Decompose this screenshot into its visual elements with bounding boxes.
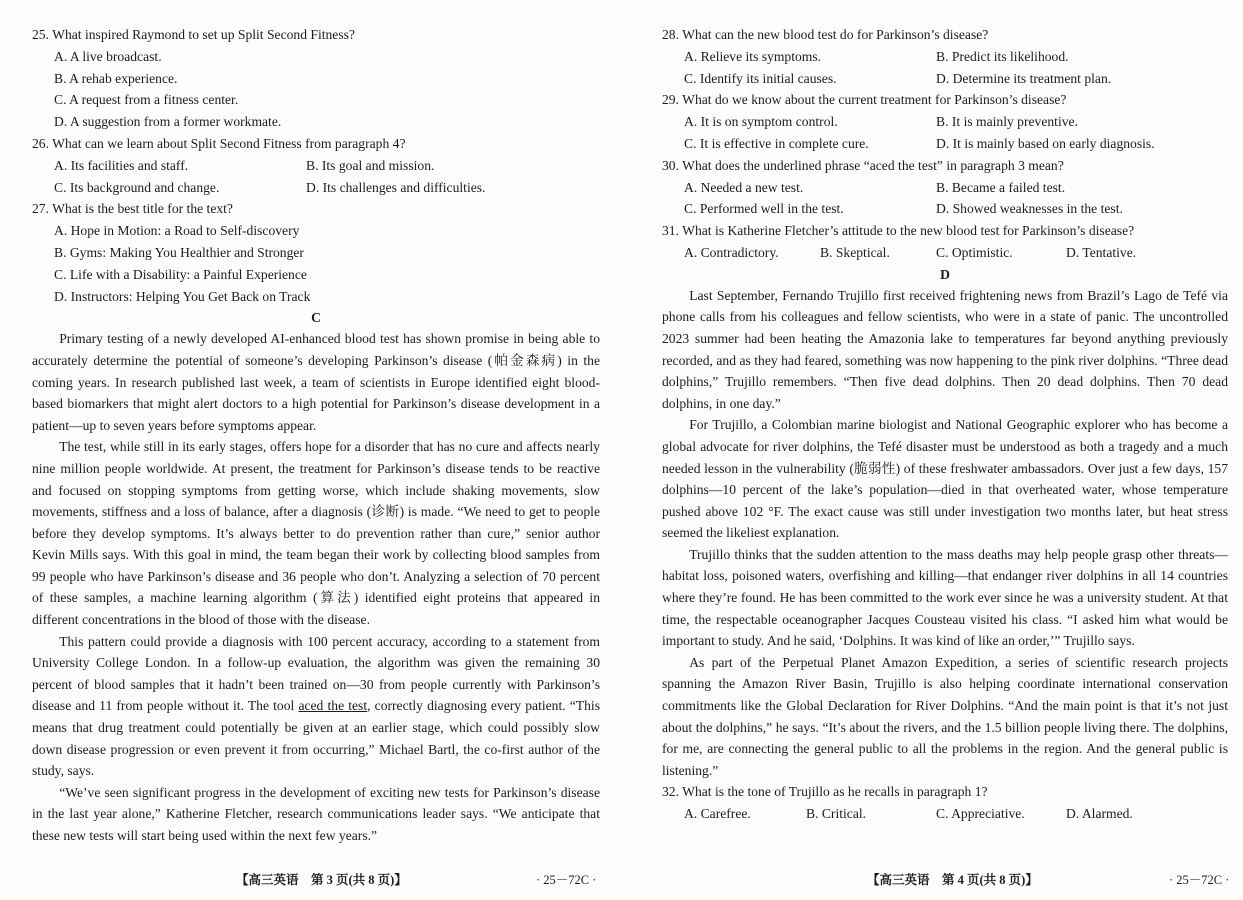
question-31-option-a: A. Contradictory.	[684, 244, 779, 260]
question-28-option-a: A. Relieve its symptoms.	[684, 48, 822, 64]
question-26-option-d: D. Its challenges and difficulties.	[306, 179, 486, 195]
question-32-option-d: D. Alarmed.	[1066, 806, 1133, 822]
question-29-options-row-2	[662, 133, 1228, 155]
question-27-option-c: C. Life with a Disability: a Painful Experience	[54, 266, 307, 282]
passage-c-paragraph-3	[32, 631, 600, 782]
section-c-heading: C	[311, 310, 321, 326]
question-32-option-b: B. Critical.	[806, 806, 867, 822]
question-28-options-row-2	[662, 68, 1228, 90]
question-26-options-row-1	[32, 155, 600, 177]
question-30-options-row-2	[662, 198, 1228, 220]
question-27-stem: 27. What is the best title for the text?	[32, 201, 233, 217]
right-page	[662, 24, 1228, 825]
question-30-option-a: A. Needed a new test.	[684, 179, 804, 195]
question-26-option-c: C. Its background and change.	[54, 179, 220, 195]
passage-d-paragraph-2: For Trujillo, a Colombian marine biologist and National Geographic explorer who has become a global advocate for river dolphins, the Tefé disaster must be understood as both a tragedy and a much needed lesson in the vulnerability (脆弱性) of these freshwater ambassadors. Over just a few days, 157 dolphins—10 percent of the lake’s population—died in that overheated water, whose temperature pushed above 102 °F. The exact cause was still under investigation two months later, but heat stress seemed the likeliest explanation.	[662, 417, 1228, 541]
left-exam-code: · 25－72C ·	[536, 873, 597, 887]
section-d-heading: D	[940, 266, 950, 282]
left-page	[32, 24, 600, 847]
question-27-option-a: A. Hope in Motion: a Road to Self-discovery	[54, 223, 300, 239]
question-29-option-b: B. It is mainly preventive.	[936, 114, 1078, 130]
question-28-option-b: B. Predict its likelihood.	[936, 48, 1069, 64]
passage-c-paragraph-2: The test, while still in its early stages, offers hope for a disorder that has no cure and affects nearly nine million people worldwide. At present, the treatment for Parkinson’s disease tends to be reactive and focused on stopping symptoms from getting worse, which include shaking movements, slow movements, stiffness and a loss of balance, after a diagnosis (诊断) is made. “We need to get to people before they develop symptoms. It’s always better to do prevention rather than cure,” senior author Kevin Mills says. With this goal in mind, the team began their work by collecting blood samples from 99 people who have Parkinson’s disease and 36 people who don’t. Analyzing a selection of 70 percent of these samples, a machine learning algorithm (算法) identified eight proteins that appeared in different concentrations in the blood of those with the disease.	[32, 439, 600, 628]
question-30-option-b: B. Became a failed test.	[936, 179, 1066, 195]
left-page-number: 【高三英语 第 3 页(共 8 页)】	[236, 873, 407, 887]
passage-d-paragraph-3: Trujillo thinks that the sudden attention to the mass deaths may help people grasp other threats—habitat loss, poisoned waters, overfishing and killing—that endanger river dolphins in all 14 countries where they’re found. He has been committed to the work ever since he was a university student. At that time, the respectable oceanographer Jacques Cousteau visited his class. “I asked him what would be important to study. And he said, ‘Dolphins. It was kind of like an order,’” Trujillo says.	[662, 546, 1228, 649]
question-32-options	[662, 803, 1228, 825]
question-30-option-d: D. Showed weaknesses in the test.	[936, 201, 1123, 217]
question-32-option-c: C. Appreciative.	[936, 806, 1025, 822]
question-26-option-b: B. Its goal and mission.	[306, 157, 435, 173]
question-31-options	[662, 242, 1228, 264]
question-30-options-row-1	[662, 177, 1228, 199]
question-26-stem: 26. What can we learn about Split Second Fitness from paragraph 4?	[32, 135, 406, 151]
question-32-stem: 32. What is the tone of Trujillo as he recalls in paragraph 1?	[662, 784, 988, 800]
question-29-stem: 29. What do we know about the current treatment for Parkinson’s disease?	[662, 92, 1067, 108]
question-32-option-a: A. Carefree.	[684, 806, 751, 822]
question-26-option-a: A. Its facilities and staff.	[54, 157, 189, 173]
question-28-options-row-1	[662, 46, 1228, 68]
question-30-stem: 30. What does the underlined phrase “aced the test” in paragraph 3 mean?	[662, 157, 1064, 173]
right-page-number: 【高三英语 第 4 页(共 8 页)】	[867, 873, 1038, 887]
question-27-option-d: D. Instructors: Helping You Get Back on Track	[54, 288, 311, 304]
question-29-option-a: A. It is on symptom control.	[684, 114, 838, 130]
passage-c-paragraph-4: “We’ve seen significant progress in the development of exciting new tests for Parkinson’s disease in the last year alone,” Katherine Fletcher, research communications leader says. “We anticipate that these new tests will start being used within the next few years.”	[32, 784, 600, 844]
passage-d-paragraph-4: As part of the Perpetual Planet Amazon Expedition, a series of scientific research projects spanning the Amazon River Basin, Trujillo is also helping coordinate international conservation commitments like the Global Declaration for River Dolphins. “And the main point is that it’s not just about the dolphins,” he says. “It’s about the rivers, and the 1.5 billion people living there. The dolphins, for me, are connecting the general public to all the problems in the region. And the general public is listening.”	[662, 654, 1228, 778]
right-exam-code: · 25－72C ·	[1169, 873, 1230, 887]
question-28-stem: 28. What can the new blood test do for Parkinson’s disease?	[662, 27, 989, 42]
underlined-phrase: aced the test	[298, 698, 368, 714]
question-27-option-b: B. Gyms: Making You Healthier and Stronger	[54, 244, 304, 260]
passage-d-paragraph-1: Last September, Fernando Trujillo first received frightening news from Brazil’s Lago de Tefé via phone calls from his colleagues and fellow scientists, who were in a state of panic. The uncontrolled 2023 summer had been heating the Amazonia lake to temperatures far beyond anything previously recorded, and as they had feared, something was now happening to the pink river dolphins. “Three dead dolphins,” Trujillo remembers. “Then five dead dolphins. Then 20 dead dolphins. Then 70 dead dolphins, in one day.”	[662, 287, 1228, 411]
passage-c-paragraph-1: Primary testing of a newly developed AI-enhanced blood test has shown promise in being able to accurately determine the potential of someone’s developing Parkinson’s disease (帕金森病) in the coming years. In research published last week, a team of scientists in Europe identified eight blood-based biomarkers that might alert doctors to a high potential for Parkinson’s disease development in a patient—up to seven years before symptoms appear.	[32, 331, 600, 433]
passage-c-paragraph-3-start: This pattern could provide a diagnosis with 100 percent accuracy, according to a statement from University College London. In a follow-up evaluation, the algorithm was given the remaining 30 percent of blood samples that it hadn’t been trained on—30 from people currently with Parkinson’s disease and 11 from people without it. The tool	[32, 633, 600, 714]
question-25-option-c: C. A request from a fitness center.	[54, 92, 239, 108]
question-29-options-row-1	[662, 111, 1228, 133]
question-29-option-c: C. It is effective in complete cure.	[684, 135, 869, 151]
question-31-option-c: C. Optimistic.	[936, 244, 1013, 260]
question-25-option-d: D. A suggestion from a former workmate.	[54, 114, 282, 130]
question-25-option-b: B. A rehab experience.	[54, 70, 178, 86]
question-30-option-c: C. Performed well in the test.	[684, 201, 844, 217]
passage-c-paragraph-3-end: , correctly diagnosing every patient. “This means that drug treatment could potentially be given at an earlier stage, which could possibly slow down disease progression or even prevent it from occurring,” Michael Bartl, the co-first author of the study, says.	[32, 698, 600, 779]
question-31-stem: 31. What is Katherine Fletcher’s attitude to the new blood test for Parkinson’s disease?	[662, 223, 1135, 239]
question-31-option-d: D. Tentative.	[1066, 244, 1137, 260]
question-26-options-row-2	[32, 177, 600, 199]
question-28-option-c: C. Identify its initial causes.	[684, 70, 837, 86]
question-25-stem: 25. What inspired Raymond to set up Split Second Fitness?	[32, 27, 355, 42]
question-31-option-b: B. Skeptical.	[820, 244, 890, 260]
question-25-option-a: A. A live broadcast.	[54, 48, 162, 64]
question-29-option-d: D. It is mainly based on early diagnosis.	[936, 135, 1155, 151]
question-28-option-d: D. Determine its treatment plan.	[936, 70, 1112, 86]
